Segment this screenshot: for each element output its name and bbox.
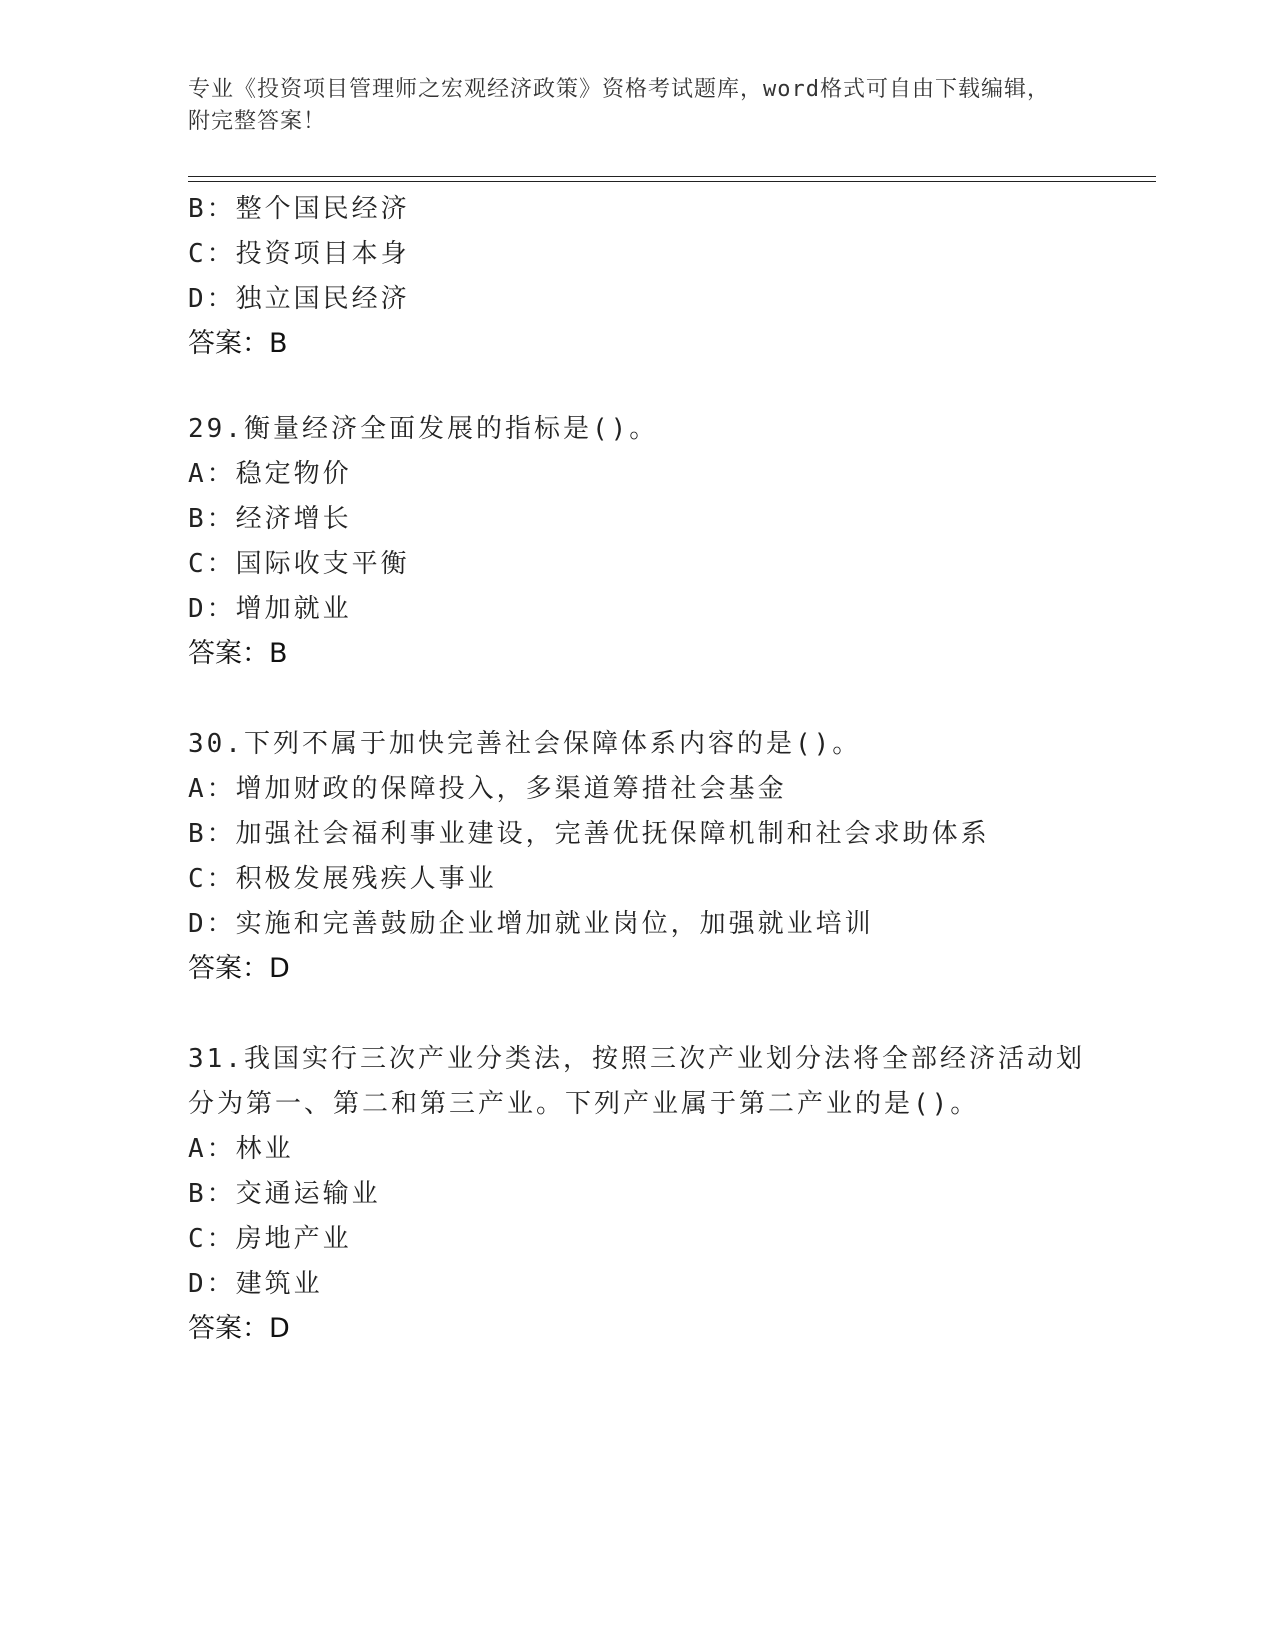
answer-line: 答案：B xyxy=(188,638,288,669)
option-text: 建筑业 xyxy=(235,1269,323,1299)
option-c xyxy=(188,1222,352,1256)
option-label: C： xyxy=(188,549,236,579)
option-label: A： xyxy=(188,774,236,804)
option-label: D： xyxy=(188,1269,236,1299)
option-text: 投资项目本身 xyxy=(235,239,410,269)
header-rule-bottom xyxy=(188,181,1156,182)
option-a xyxy=(188,772,787,806)
option-c xyxy=(188,862,497,896)
question-number: 29. xyxy=(188,414,244,444)
option-label: D： xyxy=(188,909,236,939)
question-stem xyxy=(188,1042,1085,1076)
option-text: 稳定物价 xyxy=(235,459,352,489)
document-header: 专业《投资项目管理师之宏观经济政策》资格考试题库，word格式可自由下载编辑，附完整答案！ xyxy=(188,77,1050,134)
option-text: 独立国民经济 xyxy=(235,284,410,314)
question-stem xyxy=(188,412,658,446)
question-stem xyxy=(188,727,861,761)
question-number: 30. xyxy=(188,729,244,759)
option-d xyxy=(188,592,352,626)
option-label: A： xyxy=(188,459,236,489)
answer-line: 答案：B xyxy=(188,328,288,359)
option-label: D： xyxy=(188,594,236,624)
question-text: 衡量经济全面发展的指标是()。 xyxy=(243,414,659,444)
option-b xyxy=(188,1177,381,1211)
option-a xyxy=(188,1132,294,1166)
option-text: 实施和完善鼓励企业增加就业岗位，加强就业培训 xyxy=(235,909,874,939)
option-a xyxy=(188,457,352,491)
option-label: B： xyxy=(188,819,236,849)
option-text: 交通运输业 xyxy=(235,1179,381,1209)
option-text: 增加财政的保障投入，多渠道筹措社会基金 xyxy=(235,774,787,804)
option-d xyxy=(188,1267,323,1301)
option-d xyxy=(188,907,874,941)
option-label: B： xyxy=(188,194,236,224)
option-label: A： xyxy=(188,1134,236,1164)
answer-line: 答案：D xyxy=(188,953,290,984)
option-b xyxy=(188,192,410,226)
option-label: C： xyxy=(188,864,236,894)
option-text: 积极发展残疾人事业 xyxy=(235,864,497,894)
option-text: 林业 xyxy=(235,1134,294,1164)
header-rule-top xyxy=(188,176,1156,177)
option-b xyxy=(188,817,990,851)
option-c xyxy=(188,547,410,581)
option-label: B： xyxy=(188,1179,236,1209)
option-text: 房地产业 xyxy=(235,1224,352,1254)
question-number: 31. xyxy=(188,1044,244,1074)
option-label: C： xyxy=(188,239,236,269)
option-text: 经济增长 xyxy=(235,504,352,534)
question-text: 下列不属于加快完善社会保障体系内容的是()。 xyxy=(243,729,862,759)
option-b xyxy=(188,502,352,536)
option-label: D： xyxy=(188,284,236,314)
option-text: 增加就业 xyxy=(235,594,352,624)
option-text: 国际收支平衡 xyxy=(235,549,410,579)
option-label: B： xyxy=(188,504,236,534)
option-d xyxy=(188,282,410,316)
option-c xyxy=(188,237,410,271)
answer-line: 答案：D xyxy=(188,1313,290,1344)
question-text: 我国实行三次产业分类法，按照三次产业划分法将全部经济活动划 xyxy=(243,1044,1085,1074)
question-stem-continued: 分为第一、第二和第三产业。下列产业属于第二产业的是()。 xyxy=(188,1089,980,1119)
option-text: 加强社会福利事业建设，完善优抚保障机制和社会求助体系 xyxy=(235,819,990,849)
option-label: C： xyxy=(188,1224,236,1254)
option-text: 整个国民经济 xyxy=(235,194,410,224)
